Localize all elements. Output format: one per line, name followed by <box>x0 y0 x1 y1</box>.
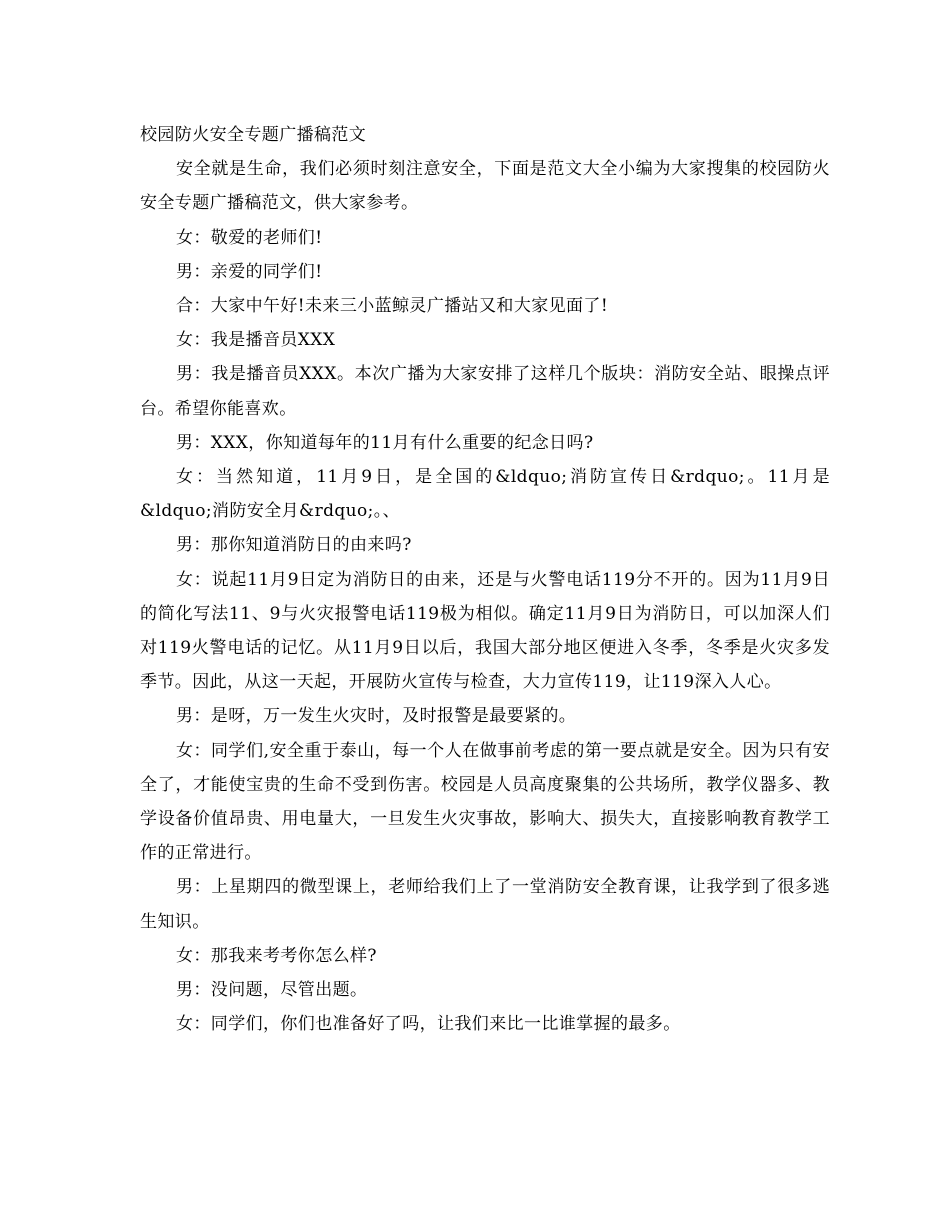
dialogue-line: 女：那我来考考你怎么样? <box>176 945 377 966</box>
dialogue-line: 男：亲爱的同学们! <box>176 261 323 282</box>
dialogue-line: 女：敬爱的老师们! <box>176 227 323 248</box>
intro-paragraph: 安全就是生命，我们必须时刻注意安全，下面是范文大全小编为大家搜集的校园防火安全专题广播稿范文，供大家参考。 <box>140 159 830 214</box>
dialogue-line: 合：大家中午好!未来三小蓝鲸灵广播站又和大家见面了! <box>176 296 609 317</box>
dialogue-line: 男：那你知道消防日的由来吗? <box>176 535 412 556</box>
document-body <box>140 118 830 1041</box>
dialogue-line: 女：说起11月9日定为消防日的由来，还是与火警电话119分不开的。因为11月9日的简化写法11、9与火灾报警电话119极为相似。确定11月9日为消防日，可以加深人们对119火警电话的记忆。从11月9日以后，我国大部分地区便进入冬季，冬季是火灾多发季节。因此，从这一天起，开展防火宣传与检查，大力宣传119，让119深入人心。 <box>140 569 830 693</box>
document-title: 校园防火安全专题广播稿范文 <box>140 125 367 145</box>
dialogue-line: 男：我是播音员XXX。本次广播为大家安排了这样几个版块：消防安全站、眼操点评台。希望你能喜欢。 <box>140 364 830 419</box>
dialogue-line: 女：同学们，你们也准备好了吗，让我们来比一比谁掌握的最多。 <box>176 1014 681 1035</box>
dialogue-line: 男：上星期四的微型课上，老师给我们上了一堂消防安全教育课，让我学到了很多逃生知识。 <box>140 877 830 932</box>
dialogue-line: 男：没问题，尽管出题。 <box>176 980 368 1001</box>
dialogue-line: 男：是呀，万一发生火灾时，及时报警是最要紧的。 <box>176 706 577 727</box>
dialogue-line: 男：XXX，你知道每年的11月有什么重要的纪念日吗? <box>176 432 594 453</box>
dialogue-line: 女：当然知道，11月9日，是全国的&ldquo;消防宣传日&rdquo;。11月是&ldquo;消防安全月&rdquo;。、 <box>140 467 830 522</box>
dialogue-line: 女：我是播音员XXX <box>176 330 336 351</box>
dialogue-line: 女：同学们,安全重于泰山，每一个人在做事前考虑的第一要点就是安全。因为只有安全了，才能使宝贵的生命不受到伤害。校园是人员高度聚集的公共场所，教学仪器多、教学设备价值昂贵、用电量大，一旦发生火灾事故，影响大、损失大，直接影响教育教学工作的正常进行。 <box>140 740 830 864</box>
